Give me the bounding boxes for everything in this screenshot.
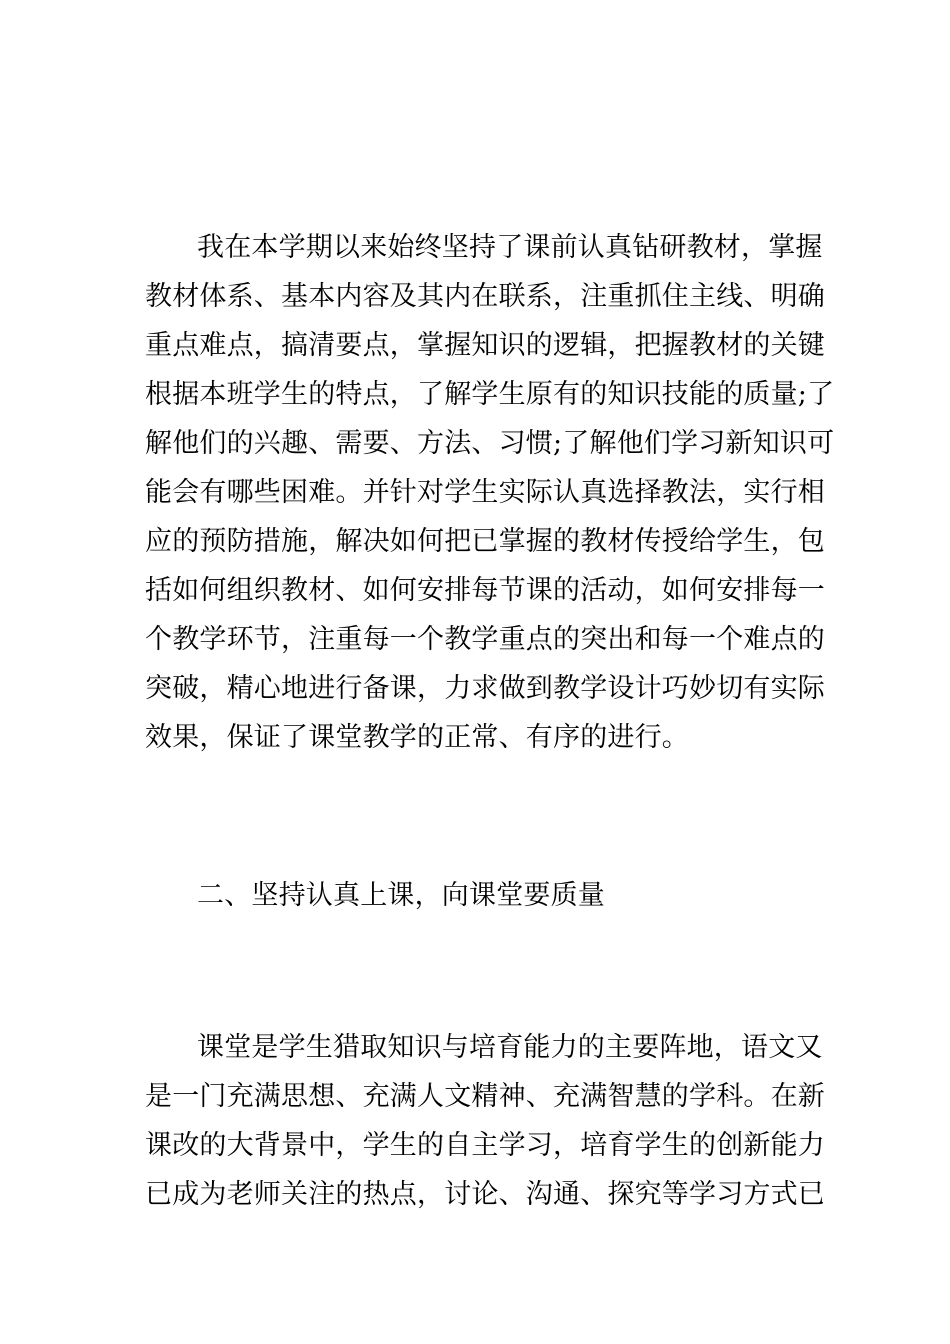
paragraph-1-line-6: 能会有哪些困难。并针对学生实际认真选择教法，实行相 — [145, 477, 825, 508]
paragraph-2-line-2: 是一门充满思想、充满人文精神、充满智慧的学科。在新 — [145, 1081, 825, 1112]
paragraph-1-line-3: 重点难点，搞清要点，掌握知识的逻辑，把握教材的关键 — [145, 330, 825, 361]
paragraph-2-line-4: 已成为老师关注的热点，讨论、沟通、探究等学习方式已 — [145, 1179, 825, 1210]
paragraph-1-line-7: 应的预防措施，解决如何把已掌握的教材传授给学生，包 — [145, 526, 825, 557]
paragraph-1-line-4: 根据本班学生的特点，了解学生原有的知识技能的质量;了 — [145, 379, 835, 410]
paragraph-1-line-1: 我在本学期以来始终坚持了课前认真钻研教材，掌握 — [197, 232, 823, 263]
paragraph-2-line-3: 课改的大背景中，学生的自主学习，培育学生的创新能力 — [145, 1130, 825, 1161]
section-heading: 二、坚持认真上课，向课堂要质量 — [197, 880, 605, 911]
paragraph-1-line-9: 个教学环节，注重每一个教学重点的突出和每一个难点的 — [145, 624, 825, 655]
paragraph-1-line-11: 效果，保证了课堂教学的正常、有序的进行。 — [145, 722, 689, 753]
paragraph-1-line-10: 突破，精心地进行备课，力求做到教学设计巧妙切有实际 — [145, 673, 825, 704]
paragraph-1-line-5: 解他们的兴趣、需要、方法、习惯;了解他们学习新知识可 — [145, 428, 835, 459]
paragraph-1-line-8: 括如何组织教材、如何安排每节课的活动，如何安排每一 — [145, 575, 825, 606]
paragraph-2-line-1: 课堂是学生猎取知识与培育能力的主要阵地，语文又 — [197, 1032, 823, 1063]
paragraph-1-line-2: 教材体系、基本内容及其内在联系，注重抓住主线、明确 — [145, 281, 825, 312]
